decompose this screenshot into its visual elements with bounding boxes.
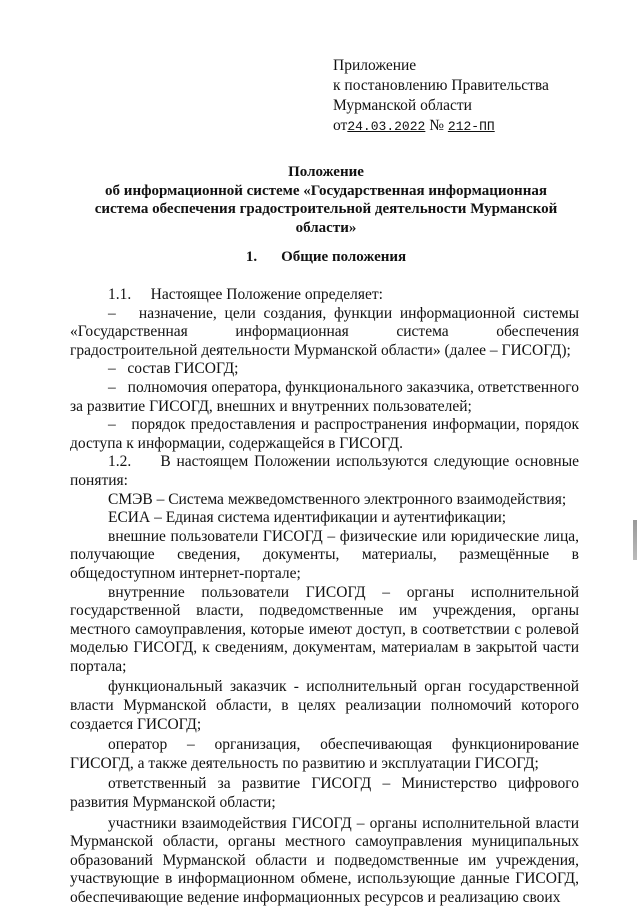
appendix-reference — [333, 116, 549, 137]
appendix-title: Приложение — [333, 57, 417, 74]
paragraph-1-1: 1.1. Настоящее Положение определяет: — [108, 286, 383, 303]
definition-responsible: ответственный за развитие ГИСОГД – Министерство цифрового развития Мурманской области; — [70, 775, 579, 812]
title-line-2: об информационной системе «Государственная информационная — [105, 182, 547, 199]
definition-functional-customer: функциональный заказчик - исполнительный орган государственной власти Мурманской области, в целях реализации полномочий которого создается ГИСОГД; — [70, 678, 579, 733]
title-line-1: Положение — [288, 164, 364, 180]
list-item-powers: – полномочия оператора, функционального заказчика, ответственного за развитие ГИСОГД, внешних и внутренних пользователей; — [70, 378, 579, 415]
list-item-access: – порядок предоставления и распространения информации, порядок доступа к информации, содержащейся в ГИСОГД. — [70, 416, 579, 452]
definition-esia: ЕСИА – Единая система идентификации и аутентификации; — [108, 509, 507, 527]
definition-operator: оператор – организация, обеспечивающая функционирование ГИСОГД, а также деятельность по развитию и эксплуатации ГИСОГД; — [70, 736, 579, 772]
title-line-4: области» — [295, 219, 357, 236]
section-number: 1. — [245, 249, 258, 265]
definition-smev: СМЭВ – Система межведомственного электронного взаимодействия; — [108, 490, 567, 508]
title-line-3: система обеспечения градостроительной деятельности Мурманской — [94, 201, 558, 217]
appendix-number: 212-ПП — [447, 119, 495, 134]
appendix-decree: к постановлению Правительства — [333, 77, 549, 94]
definition-internal-users: внутренние пользователи ГИСОГД – органы исполнительной государственной власти, подведомственные им учреждения, органы местного самоуправления, которые имеют доступ, в соответствии с ролевой моделью ГИСОГД, к сведениям, документам, материалам в закрытой части портала; — [70, 583, 579, 675]
appendix-number-sign: № — [429, 117, 445, 134]
scan-edge-mark — [633, 520, 637, 560]
definition-participants: участники взаимодействия ГИСОГД – органы исполнительной власти Мурманской области, органы местного самоуправления муниципальных образований Мурманской области и подведомственные им учреждения, участвующие в информационном обмене, использующие данные ГИСОГД, обеспечивающие ведение информационных ресурсов и реализацию своих — [70, 814, 579, 906]
definition-external-users: внешние пользователи ГИСОГД – физические или юридические лица, получающие сведения, документы, материалы, размещённые в общедоступном интернет-портале; — [70, 527, 579, 582]
section-heading — [70, 249, 582, 266]
section-title: Общие положения — [281, 249, 407, 265]
appendix-from: от — [333, 117, 348, 134]
document-title — [70, 163, 582, 237]
paragraph-1-2: 1.2. В настоящем Положении используются следующие основные понятия: — [70, 453, 579, 489]
appendix-date: 24.03.2022 — [347, 119, 426, 134]
appendix-region: Мурманской области — [333, 97, 472, 114]
appendix-block — [333, 56, 549, 137]
document-body — [70, 286, 579, 908]
list-item-composition: – состав ГИСОГД; — [108, 360, 239, 378]
list-item-purpose: – назначение, цели создания, функции информационной системы «Государственная информационная система обеспечения градостроительной деятельности Мурманской области» (далее – ГИСОГД); — [70, 304, 579, 359]
